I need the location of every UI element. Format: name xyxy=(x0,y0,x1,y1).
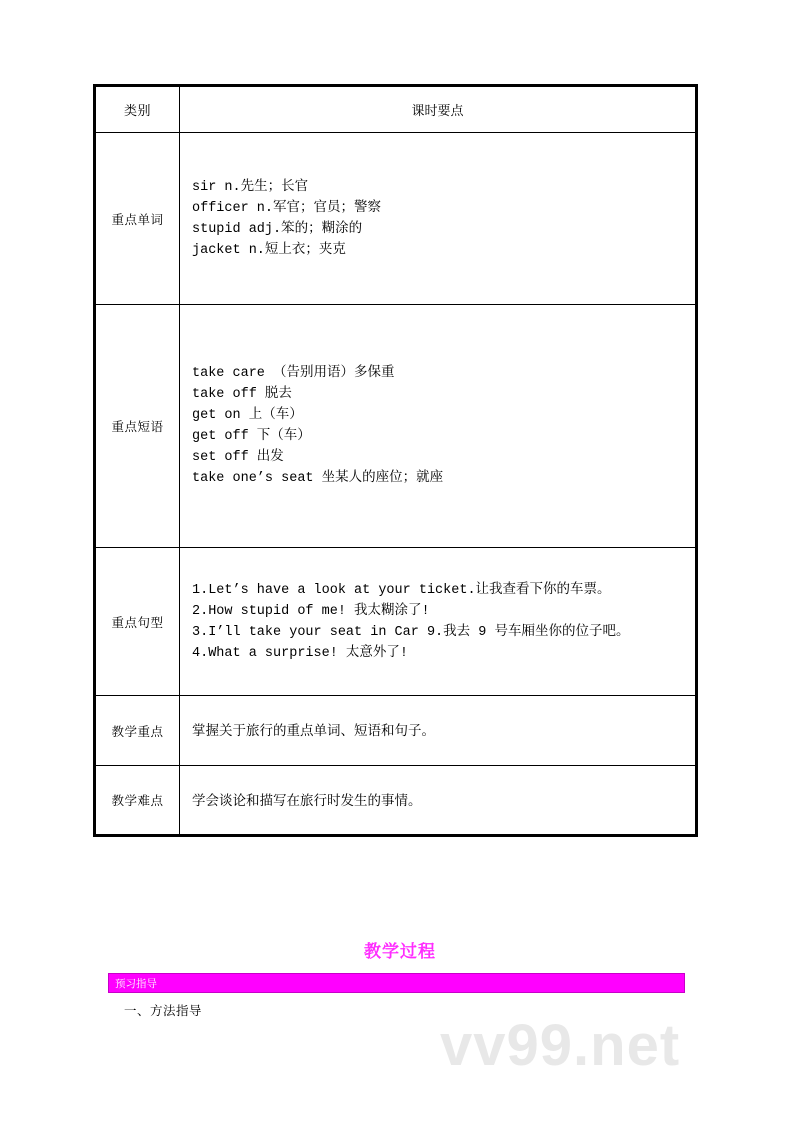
key-phrases-line-3: get on 上（车） xyxy=(192,408,303,423)
key-words-line-4: jacket n.短上衣；夹克 xyxy=(192,242,346,258)
key-phrases-line-2: take off 脱去 xyxy=(192,387,292,402)
table-row xyxy=(95,548,697,696)
key-phrases-line-6: take one’s seat 坐某人的座位；就座 xyxy=(192,471,444,486)
watermark-text: vv99.net xyxy=(440,1013,681,1078)
key-sentence-4: 4.What a surprise! 太意外了! xyxy=(192,645,409,661)
row-label-key-phrases: 重点短语 xyxy=(95,305,180,548)
key-sentence-1: 1.Let’s have a look at your ticket.让我查看下你的车票。 xyxy=(192,582,611,598)
preview-guidance-bar xyxy=(108,973,685,993)
table-row xyxy=(95,305,697,548)
key-sentence-3: 3.I’ll take your seat in Car 9.我去 9 号车厢坐你的位子吧。 xyxy=(192,624,630,640)
key-words-line-3: stupid adj.笨的；糊涂的 xyxy=(192,221,363,237)
table-row xyxy=(95,133,697,305)
method-guidance-heading: 一、方法指导 xyxy=(124,1004,203,1018)
key-phrases-line-4: get off 下（车） xyxy=(192,429,311,444)
row-content-key-words xyxy=(180,133,697,305)
table-row xyxy=(95,766,697,836)
header-cell-points: 课时要点 xyxy=(180,86,697,133)
key-words-line-1: sir n.先生；长官 xyxy=(192,179,309,195)
key-phrases-line-5: set off 出发 xyxy=(192,450,284,465)
key-phrases-line-1: take care （告别用语）多保重 xyxy=(192,366,395,381)
teaching-difficulty-text: 学会谈论和描写在旅行时发生的事情。 xyxy=(192,792,422,808)
table-header-row xyxy=(95,86,697,133)
preview-guidance-label: 预习指导 xyxy=(115,978,157,990)
key-words-line-2: officer n.军官；官员；警察 xyxy=(192,200,382,216)
row-content-teaching-difficulty xyxy=(180,766,697,836)
row-content-key-phrases xyxy=(180,305,697,548)
header-cell-category: 类别 xyxy=(95,86,180,133)
row-content-teaching-focus xyxy=(180,696,697,766)
lesson-plan-table xyxy=(93,84,698,837)
row-content-key-sentences xyxy=(180,548,697,696)
row-label-key-words: 重点单词 xyxy=(95,133,180,305)
teaching-focus-text: 掌握关于旅行的重点单词、短语和句子。 xyxy=(192,723,435,738)
row-label-teaching-difficulty: 教学难点 xyxy=(95,766,180,836)
row-label-teaching-focus: 教学重点 xyxy=(95,696,180,766)
key-sentence-2: 2.How stupid of me! 我太糊涂了! xyxy=(192,603,430,619)
row-label-key-sentences: 重点句型 xyxy=(95,548,180,696)
teaching-process-title: 教学过程 xyxy=(364,942,436,961)
table-row xyxy=(95,696,697,766)
